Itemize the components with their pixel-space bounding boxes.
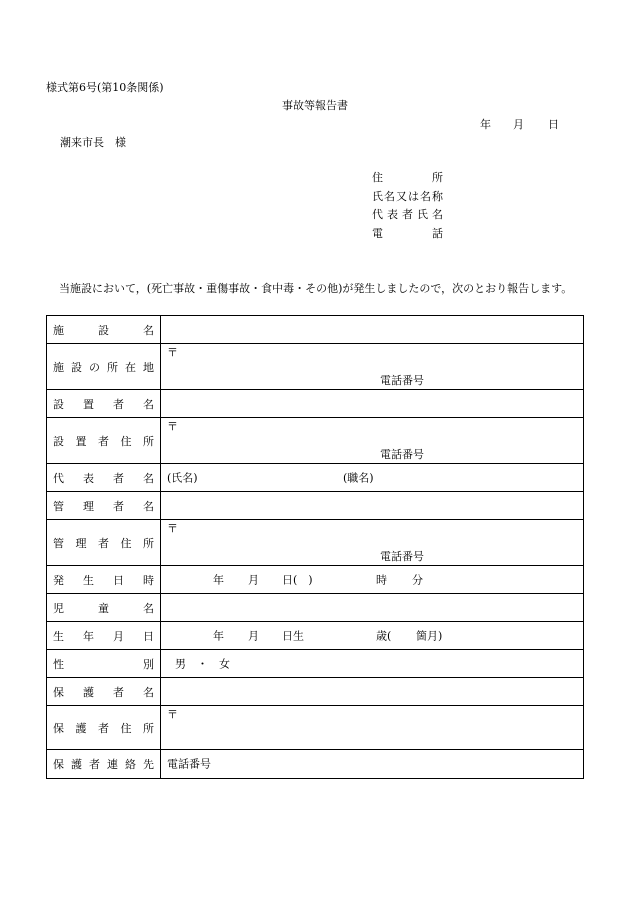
date-day: 日 [548, 118, 559, 131]
label-text [53, 600, 154, 616]
label-char: 置 [75, 434, 87, 448]
birth-month: 月 [248, 629, 259, 642]
label-char: 電 [372, 227, 383, 240]
label-char: 在 [125, 360, 136, 374]
applicant-name-label [372, 191, 443, 202]
field-founder-name[interactable] [161, 390, 584, 418]
label-char: の [89, 360, 100, 374]
birth-year: 年 [213, 629, 224, 642]
label-char: 地 [143, 360, 154, 374]
label-char: 所 [143, 721, 154, 735]
label-text [53, 535, 154, 551]
occurred-hour: 時 [376, 573, 387, 586]
label-text [53, 572, 154, 588]
spread-text [372, 191, 443, 202]
label-char: 護 [83, 685, 94, 699]
row-manager-address [47, 520, 584, 566]
birth-day: 日生 [282, 629, 304, 642]
occurred-day: 日( ) [282, 573, 313, 586]
phone-label: 電話番号 [380, 448, 424, 461]
label-char: 別 [143, 657, 154, 671]
label-char: 名 [143, 601, 154, 615]
label-char: 児 [53, 601, 64, 615]
postal-mark: 〒 [167, 346, 178, 359]
label-char: 名 [143, 685, 154, 699]
label-char: 発 [53, 573, 64, 587]
label-founder-address [47, 418, 161, 464]
label-char: 表 [83, 471, 94, 485]
field-manager-address[interactable] [161, 520, 584, 566]
label-char: 所 [143, 536, 154, 550]
label-text [53, 359, 154, 375]
label-char: 理 [83, 499, 94, 513]
label-char: 者 [98, 536, 109, 550]
rep-position-label: (職名) [343, 471, 374, 484]
sex-options[interactable]: 男 ・ 女 [175, 657, 230, 670]
row-birth-date [47, 622, 584, 650]
row-child-name [47, 594, 584, 622]
row-facility-location [47, 344, 584, 390]
label-char: 代 [53, 471, 64, 485]
field-guardian-name[interactable] [161, 678, 584, 706]
field-facility-name[interactable] [161, 316, 584, 344]
label-char: 話 [432, 227, 443, 240]
label-guardian-contact [47, 750, 161, 779]
rep-person-name-label: (氏名) [167, 471, 198, 484]
label-char: 施 [53, 360, 64, 374]
label-char: 表 [387, 208, 398, 221]
row-sex [47, 650, 584, 678]
label-text [53, 656, 154, 672]
label-char: 名 [432, 208, 443, 221]
spread-text [372, 209, 443, 220]
label-char: 設 [53, 434, 64, 448]
label-text [53, 720, 154, 736]
label-char: 保 [53, 758, 64, 771]
label-text [53, 684, 154, 700]
postal-mark: 〒 [167, 708, 178, 721]
row-occurred-at [47, 566, 584, 594]
label-text [53, 628, 154, 644]
addressee: 潮来市長 様 [60, 136, 126, 149]
label-char: 名 [420, 190, 431, 203]
label-char: 名 [384, 190, 395, 203]
occurred-month: 月 [248, 573, 259, 586]
label-char: 称 [432, 190, 443, 203]
field-sex[interactable] [161, 650, 584, 678]
field-birth-date[interactable] [161, 622, 584, 650]
label-char: 保 [53, 685, 64, 699]
label-char: 先 [143, 758, 154, 771]
label-rep-name [47, 464, 161, 492]
label-char: 住 [372, 171, 383, 184]
label-text [53, 433, 154, 449]
label-char: 絡 [125, 758, 136, 771]
label-birth-date [47, 622, 161, 650]
label-char: 住 [120, 434, 132, 448]
guardian-phone-label: 電話番号 [167, 757, 211, 771]
label-text [53, 756, 154, 772]
label-char: 童 [98, 601, 109, 615]
field-founder-address[interactable] [161, 418, 584, 464]
label-char: 護 [75, 721, 87, 735]
field-manager-name[interactable] [161, 492, 584, 520]
field-guardian-address[interactable] [161, 706, 584, 750]
label-char: 住 [120, 536, 132, 550]
postal-mark: 〒 [167, 420, 178, 433]
label-manager-name [47, 492, 161, 520]
label-char: 者 [113, 685, 124, 699]
row-facility-name [47, 316, 584, 344]
label-char: 者 [402, 208, 413, 221]
label-char: 名 [143, 397, 154, 411]
applicant-phone-label [372, 228, 443, 239]
label-char: 者 [113, 499, 124, 513]
spread-text [372, 228, 443, 239]
report-table [46, 315, 584, 779]
row-guardian-address [47, 706, 584, 750]
applicant-address-label [372, 172, 443, 183]
label-char: 所 [107, 360, 118, 374]
label-char: 保 [53, 721, 64, 735]
label-char: 連 [107, 758, 118, 771]
label-char: 設 [98, 323, 109, 337]
field-rep-name[interactable] [161, 464, 584, 492]
label-char: 者 [113, 471, 124, 485]
spread-text [372, 172, 443, 183]
label-char: 住 [120, 721, 132, 735]
row-manager-name [47, 492, 584, 520]
intro-text: 当施設において，(死亡事故・重傷事故・食中毒・その他)が発生しましたので，次のとおり報告します。 [59, 282, 573, 295]
label-char: 又 [396, 190, 407, 203]
label-char: 理 [75, 536, 87, 550]
label-char: 時 [143, 573, 154, 587]
label-char: 者 [113, 397, 124, 411]
row-founder-address [47, 418, 584, 464]
form-number: 様式第6号(第10条関係) [46, 81, 164, 94]
label-char: 日 [113, 573, 124, 587]
label-facility-location [47, 344, 161, 390]
label-char: 氏 [372, 190, 383, 203]
row-founder-name [47, 390, 584, 418]
label-char: 生 [53, 629, 64, 643]
field-child-name[interactable] [161, 594, 584, 622]
label-guardian-name [47, 678, 161, 706]
label-char: 設 [53, 397, 64, 411]
label-char: 日 [143, 629, 154, 643]
label-sex [47, 650, 161, 678]
label-char: 所 [143, 434, 154, 448]
label-char: は [408, 190, 419, 203]
label-char: 生 [83, 573, 94, 587]
date-year: 年 [480, 118, 491, 131]
applicant-representative-label [372, 209, 443, 220]
label-char: 護 [71, 758, 82, 771]
label-guardian-address [47, 706, 161, 750]
label-char: 者 [89, 758, 100, 771]
label-text [53, 396, 154, 412]
label-char: 氏 [417, 208, 428, 221]
label-char: 管 [53, 536, 64, 550]
occurred-minute: 分 [412, 573, 423, 586]
row-guardian-name [47, 678, 584, 706]
label-manager-address [47, 520, 161, 566]
row-rep-name [47, 464, 584, 492]
age-years: 歳( [376, 629, 392, 642]
label-char: 設 [71, 360, 82, 374]
field-facility-location[interactable] [161, 344, 584, 390]
label-char: 代 [372, 208, 383, 221]
label-char: 所 [432, 171, 443, 184]
field-occurred-at[interactable] [161, 566, 584, 594]
label-char: 置 [83, 397, 94, 411]
label-char: 者 [98, 434, 109, 448]
age-months: 箇月) [416, 629, 443, 642]
label-text [53, 498, 154, 514]
label-char: 管 [53, 499, 64, 513]
occurred-year: 年 [213, 573, 224, 586]
label-char: 施 [53, 323, 64, 337]
phone-label: 電話番号 [380, 374, 424, 387]
label-char: 名 [143, 323, 154, 337]
date-month: 月 [513, 118, 524, 131]
label-facility-name [47, 316, 161, 344]
phone-label: 電話番号 [380, 550, 424, 563]
label-text [53, 470, 154, 486]
label-char: 月 [113, 629, 124, 643]
label-occurred-at [47, 566, 161, 594]
label-char: 名 [143, 499, 154, 513]
document-title: 事故等報告書 [282, 99, 348, 112]
row-guardian-contact [47, 750, 584, 779]
field-guardian-contact[interactable] [161, 750, 584, 779]
label-char: 年 [83, 629, 94, 643]
label-founder-name [47, 390, 161, 418]
label-char: 性 [53, 657, 64, 671]
postal-mark: 〒 [167, 522, 178, 535]
label-char: 名 [143, 471, 154, 485]
label-child-name [47, 594, 161, 622]
label-char: 者 [98, 721, 109, 735]
label-text [53, 322, 154, 338]
